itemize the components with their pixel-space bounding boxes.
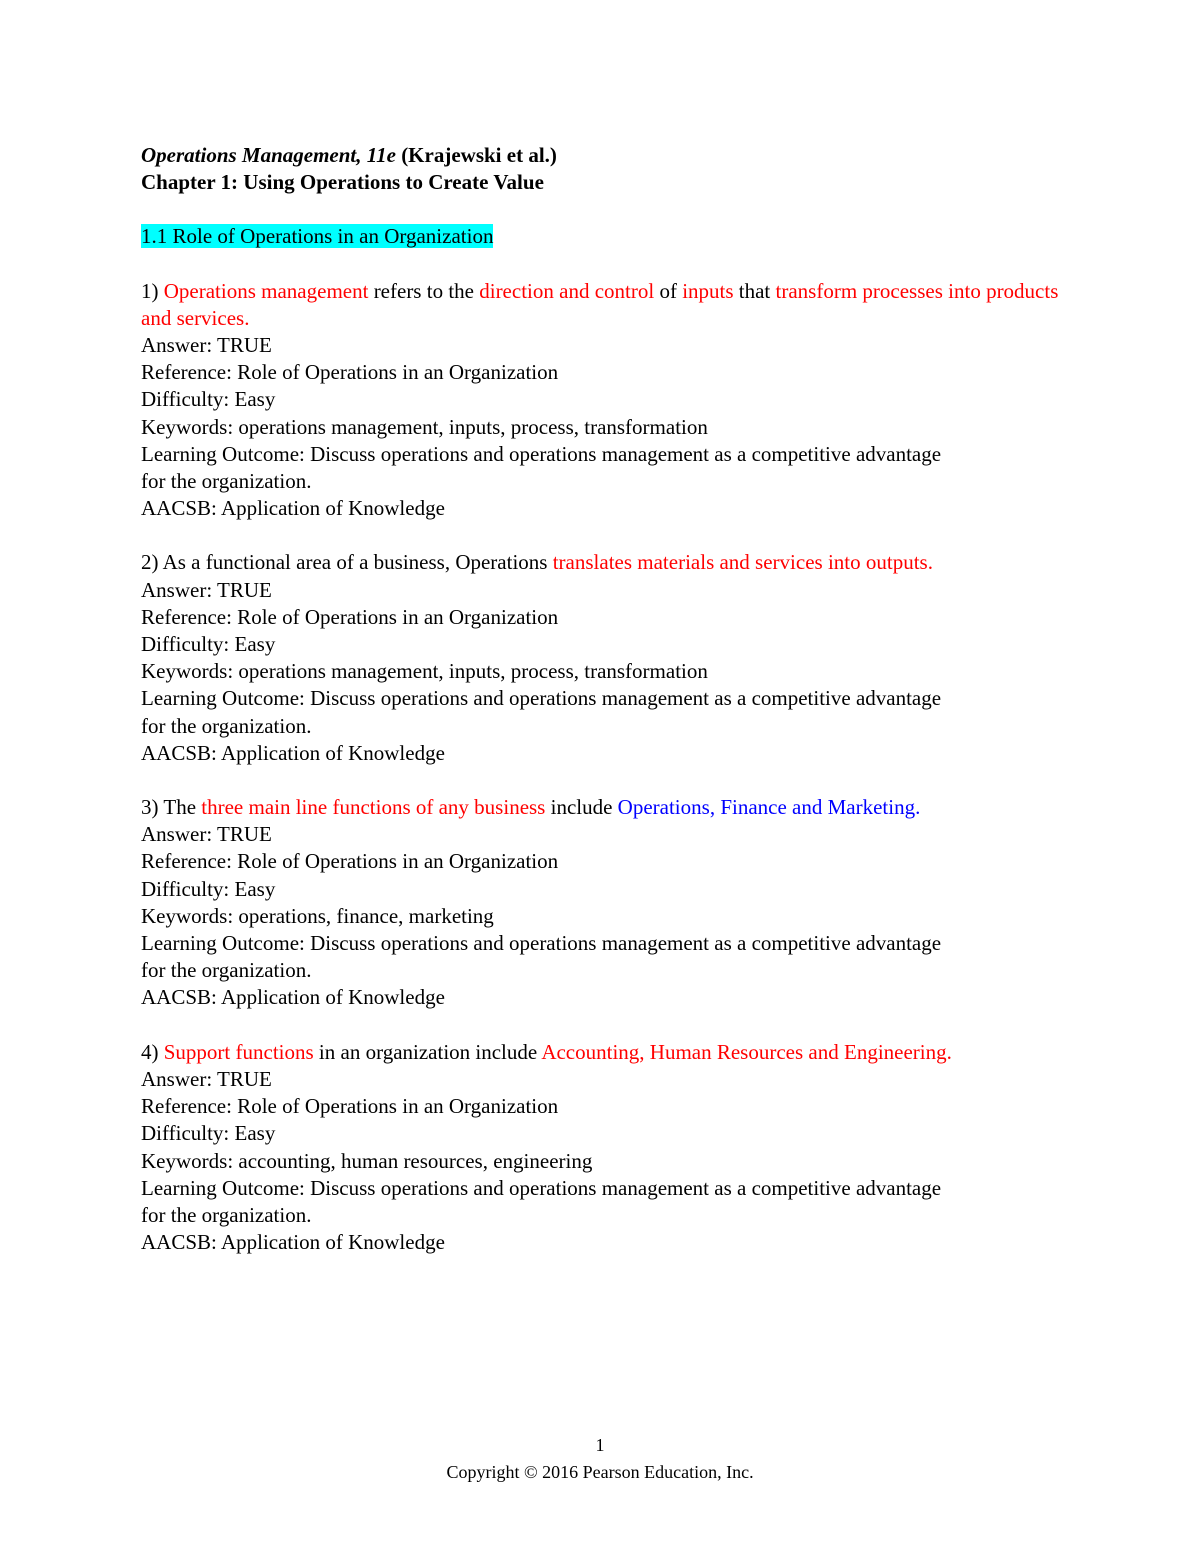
- page-content: [141, 142, 1061, 1256]
- keywords-line: Keywords: accounting, human resources, engineering: [141, 1148, 593, 1173]
- difficulty-line: Difficulty: Easy: [141, 632, 276, 657]
- learning-outcome-continuation: for the organization.: [141, 958, 312, 983]
- book-authors: (Krajewski et al.): [395, 143, 557, 167]
- answer-line: Answer: TRUE: [141, 822, 272, 847]
- chapter-title: Chapter 1: Using Operations to Create Value: [141, 170, 544, 195]
- section-heading: [141, 223, 1061, 250]
- difficulty-line: Difficulty: Easy: [141, 387, 276, 412]
- learning-outcome-continuation: for the organization.: [141, 713, 312, 738]
- aacsb-line: AACSB: Application of Knowledge: [141, 1230, 445, 1255]
- keywords-line: Keywords: operations management, inputs, process, transformation: [141, 659, 708, 684]
- keywords-line: Keywords: operations, finance, marketing: [141, 903, 494, 928]
- learning-outcome-line: Learning Outcome: Discuss operations and operations management as a competitive advantage: [141, 441, 942, 466]
- question-stem-segment: 4): [141, 1039, 164, 1064]
- question-stem-segment: 2) As a functional area of a business, Operations: [141, 550, 553, 575]
- question-stem-segment: Operations, Finance and Marketing.: [617, 795, 921, 820]
- question-stem-segment: translates materials and services into outputs.: [552, 550, 933, 575]
- question-item: [141, 549, 1061, 767]
- reference-line: Reference: Role of Operations in an Organization: [141, 1094, 559, 1119]
- reference-line: Reference: Role of Operations in an Organization: [141, 849, 559, 874]
- question-item: [141, 1039, 1061, 1257]
- learning-outcome-line: Learning Outcome: Discuss operations and operations management as a competitive advantage: [141, 686, 942, 711]
- question-stem: [141, 1039, 1061, 1066]
- question-item: [141, 794, 1061, 1012]
- reference-line: Reference: Role of Operations in an Organization: [141, 604, 559, 629]
- section-heading-text: 1.1 Role of Operations in an Organization: [141, 224, 494, 249]
- copyright-notice: Copyright © 2016 Pearson Education, Inc.: [446, 1462, 754, 1482]
- question-stem-segment: Accounting, Human Resources and Engineering.: [541, 1039, 952, 1064]
- question-stem: [141, 278, 1061, 332]
- question-stem-segment: three main line functions of any business: [201, 795, 546, 820]
- question-stem: [141, 794, 1061, 821]
- question-stem-segment: transform processes into products and services.: [141, 278, 1059, 330]
- difficulty-line: Difficulty: Easy: [141, 876, 276, 901]
- learning-outcome-line: Learning Outcome: Discuss operations and operations management as a competitive advantage: [141, 1175, 942, 1200]
- aacsb-line: AACSB: Application of Knowledge: [141, 740, 445, 765]
- question-stem-segment: inputs: [682, 278, 734, 303]
- answer-line: Answer: TRUE: [141, 577, 272, 602]
- learning-outcome-continuation: for the organization.: [141, 1202, 312, 1227]
- keywords-line: Keywords: operations management, inputs, process, transformation: [141, 414, 708, 439]
- reference-line: Reference: Role of Operations in an Organization: [141, 360, 559, 385]
- question-stem: [141, 549, 1061, 576]
- book-title: Operations Management, 11e: [141, 143, 396, 167]
- aacsb-line: AACSB: Application of Knowledge: [141, 985, 445, 1010]
- question-stem-segment: direction and control: [479, 278, 655, 303]
- book-header: [141, 142, 1061, 169]
- answer-line: Answer: TRUE: [141, 333, 272, 358]
- question-item: [141, 278, 1061, 523]
- difficulty-line: Difficulty: Easy: [141, 1121, 276, 1146]
- aacsb-line: AACSB: Application of Knowledge: [141, 496, 445, 521]
- page-number: 1: [595, 1435, 605, 1455]
- learning-outcome-line: Learning Outcome: Discuss operations and operations management as a competitive advantage: [141, 931, 942, 956]
- question-stem-segment: 1): [141, 278, 164, 303]
- learning-outcome-continuation: for the organization.: [141, 469, 312, 494]
- question-stem-segment: include: [545, 795, 618, 820]
- question-stem-segment: that: [733, 278, 776, 303]
- question-stem-segment: Support functions: [163, 1039, 314, 1064]
- question-stem-segment: of: [654, 278, 683, 303]
- question-stem-segment: in an organization include: [313, 1039, 542, 1064]
- question-stem-segment: 3) The: [141, 795, 202, 820]
- question-stem-segment: refers to the: [368, 278, 480, 303]
- question-stem-segment: Operations management: [163, 278, 369, 303]
- answer-line: Answer: TRUE: [141, 1066, 272, 1091]
- question-list: [141, 278, 1061, 1257]
